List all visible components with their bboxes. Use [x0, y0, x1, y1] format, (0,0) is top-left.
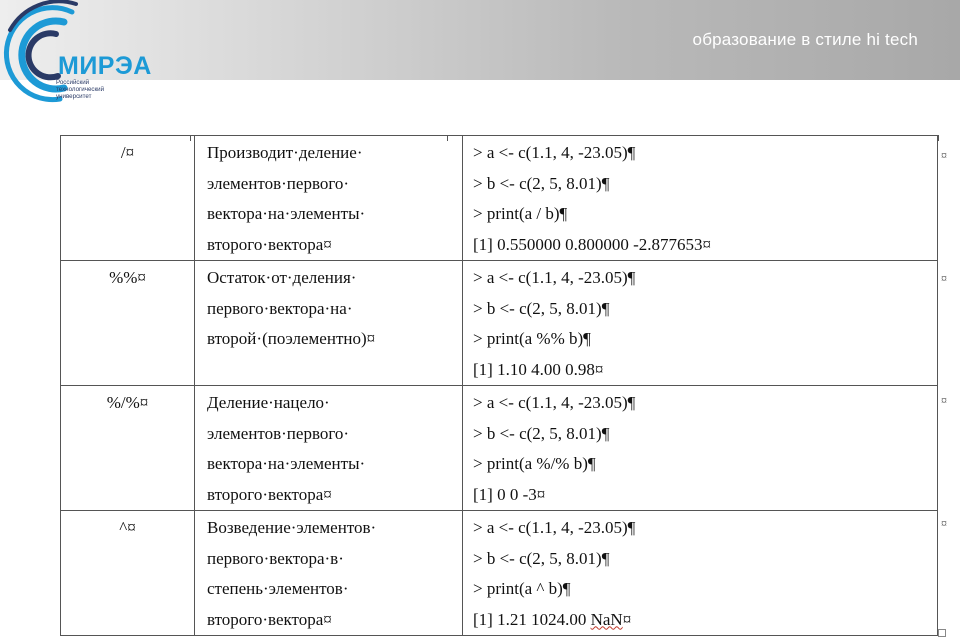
code-example-cell: [463, 261, 938, 386]
description-line: второй·(поэлементно)¤: [207, 329, 376, 348]
operator-cell: [61, 136, 195, 261]
code-line: > print(a %% b)¶: [473, 329, 591, 348]
spellcheck-flagged-word: NaN: [590, 609, 623, 629]
description-line: Производит·деление·: [207, 143, 363, 162]
code-line: > b <- c(2, 5, 8.01)¶: [473, 423, 610, 443]
code-line: > print(a / b)¶: [473, 204, 568, 223]
logo-wordmark: МИРЭА: [58, 52, 152, 80]
logo-subtitle-line: Российский: [56, 79, 90, 86]
code-line: > print(a %/% b)¶: [473, 454, 596, 473]
table-row: [61, 136, 938, 261]
row-end-mark: ¤: [941, 393, 947, 407]
code-example-cell: [463, 386, 938, 511]
row-end-mark: ¤: [941, 148, 947, 162]
slide-header: [0, 0, 960, 104]
header-tagline: образование в стиле hi tech: [692, 30, 918, 49]
code-output-line: [1] 1.10 4.00 0.98¤: [473, 359, 604, 379]
table-row: [61, 511, 938, 636]
logo-subtitle-line: технологический: [56, 86, 105, 93]
code-line: > a <- c(1.1, 4, -23.05)¶: [473, 143, 636, 162]
code-line: > a <- c(1.1, 4, -23.05)¶: [473, 268, 636, 287]
code-line: > print(a ^ b)¶: [473, 579, 571, 598]
operator-cell: [61, 511, 195, 636]
table-top-tick: [447, 135, 448, 141]
code-line: > b <- c(2, 5, 8.01)¶: [473, 298, 610, 318]
description-cell: [195, 511, 463, 636]
description-line: первого·вектора·на·: [207, 298, 353, 318]
code-output-line: [1] 1.21 1024.00 NaN¤: [473, 609, 632, 629]
operator-symbol: ^¤: [119, 518, 136, 537]
description-line: второго·вектора¤: [207, 484, 332, 504]
logo-subtitle-line: университет: [56, 93, 92, 100]
code-line: > b <- c(2, 5, 8.01)¶: [473, 548, 610, 568]
code-output-line: [1] 0 0 -3¤: [473, 484, 546, 504]
operator-symbol: /¤: [120, 143, 135, 162]
operator-cell: [61, 386, 195, 511]
operators-table-container: [60, 135, 940, 636]
description-line: элементов·первого·: [207, 423, 350, 443]
operator-symbol: %/%¤: [106, 393, 149, 412]
description-line: первого·вектора·в·: [207, 548, 344, 568]
description-line: Возведение·элементов·: [207, 518, 377, 537]
description-cell: [195, 386, 463, 511]
code-line: > a <- c(1.1, 4, -23.05)¶: [473, 393, 636, 412]
description-line: степень·элементов·: [207, 579, 349, 598]
row-end-mark: ¤: [941, 516, 947, 530]
operator-cell: [61, 261, 195, 386]
table-row: [61, 261, 938, 386]
table-top-tick: [190, 135, 191, 141]
logo-subtitle: [56, 79, 136, 100]
description-line: Деление·нацело·: [207, 393, 330, 412]
description-line: элементов·первого·: [207, 173, 350, 193]
row-end-mark: ¤: [941, 271, 947, 285]
description-cell: [195, 136, 463, 261]
table-row: [61, 386, 938, 511]
code-line: > a <- c(1.1, 4, -23.05)¶: [473, 518, 636, 537]
code-example-cell: [463, 511, 938, 636]
table-top-tick: [938, 135, 939, 141]
mirea-logo: [0, 0, 170, 104]
code-example-cell: [463, 136, 938, 261]
description-line: второго·вектора¤: [207, 609, 332, 629]
operator-symbol: %%¤: [109, 268, 146, 287]
description-cell: [195, 261, 463, 386]
vector-operators-table: [60, 135, 938, 636]
description-line: [207, 355, 462, 386]
code-line: > b <- c(2, 5, 8.01)¶: [473, 173, 610, 193]
description-line: вектора·на·элементы·: [207, 454, 366, 473]
description-line: Остаток·от·деления·: [207, 268, 357, 287]
description-line: вектора·на·элементы·: [207, 204, 366, 223]
code-output-line: [1] 0.550000 0.800000 -2.877653¤: [473, 234, 711, 254]
table-resize-handle[interactable]: [938, 629, 946, 637]
table-body: [61, 136, 938, 636]
description-line: второго·вектора¤: [207, 234, 332, 254]
